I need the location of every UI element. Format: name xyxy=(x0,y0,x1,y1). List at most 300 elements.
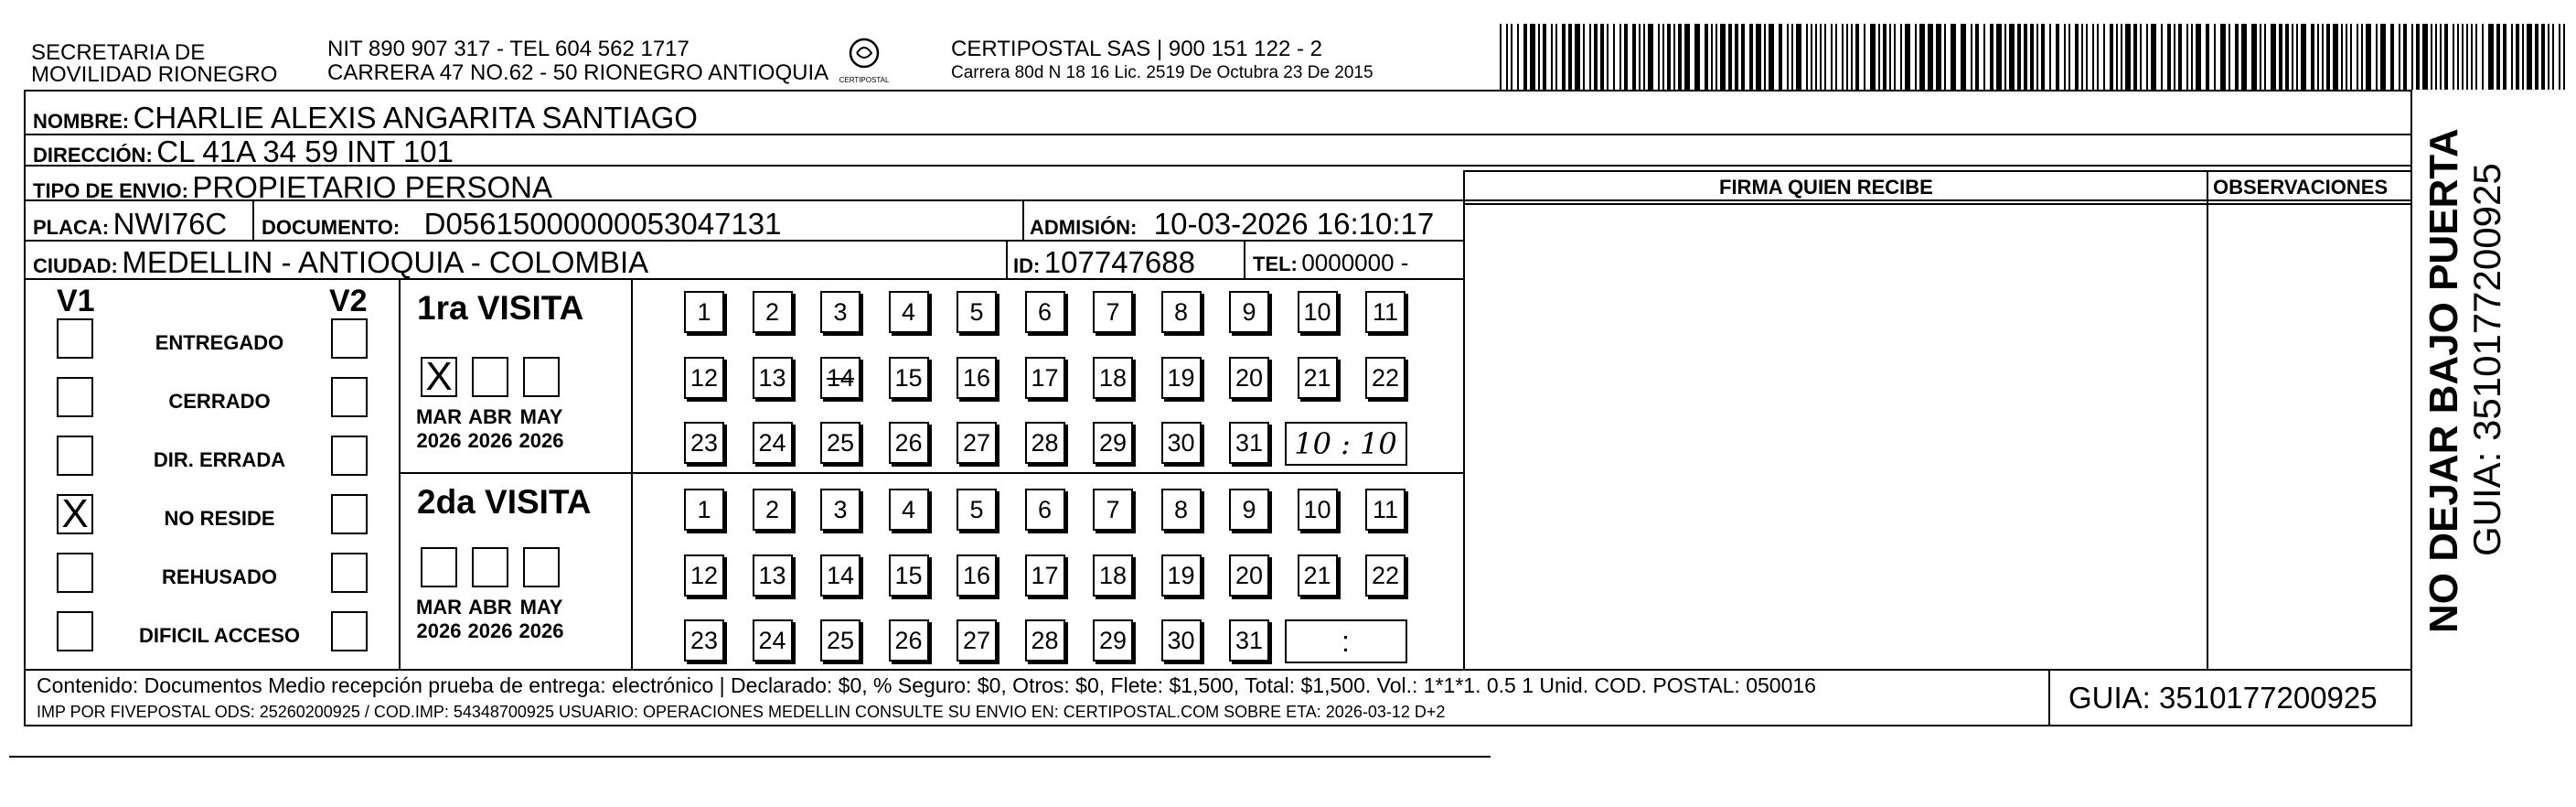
month-name: MAR xyxy=(415,596,463,619)
day-box[interactable]: 2 xyxy=(753,489,793,531)
day-box[interactable]: 17 xyxy=(1025,357,1065,399)
barcode-bar xyxy=(2151,24,2156,90)
barcode-bar xyxy=(1889,24,1891,90)
barcode-bar xyxy=(2092,24,2094,90)
v2-checkbox[interactable] xyxy=(331,436,368,476)
barcode-bar xyxy=(2024,24,2027,90)
firma-header: FIRMA QUIEN RECIBE xyxy=(1719,176,1933,199)
placa-value: NWI76C xyxy=(112,207,228,241)
barcode-bar xyxy=(2496,24,2500,90)
day-box[interactable]: 31 xyxy=(1229,619,1269,662)
barcode-bar xyxy=(2251,24,2257,90)
documento-value: D05615000000053047131 xyxy=(423,207,782,241)
day-box[interactable]: 20 xyxy=(1229,554,1269,597)
day-box[interactable]: 15 xyxy=(889,357,929,399)
day-box[interactable]: 12 xyxy=(684,554,724,597)
barcode-bar xyxy=(2116,24,2118,90)
barcode-bar xyxy=(1600,24,1604,90)
barcode-bar xyxy=(2235,24,2239,90)
barcode-bar xyxy=(1905,24,1910,90)
barcode-bar xyxy=(1643,24,1645,90)
barcode-bar xyxy=(2075,24,2079,90)
barcode-bar xyxy=(1500,24,1502,90)
month-name: MAY xyxy=(519,596,563,619)
barcode-bar xyxy=(2196,24,2201,90)
barcode-bar xyxy=(1530,24,1535,90)
bottom-rule xyxy=(9,756,1491,758)
barcode-bar xyxy=(2475,24,2477,90)
day-box[interactable]: 15 xyxy=(889,554,929,597)
barcode-bar xyxy=(2161,24,2163,90)
barcode-bar xyxy=(1878,24,1880,90)
barcode-bar xyxy=(1846,24,1848,90)
barcode-bar xyxy=(1613,24,1615,90)
courier-line: CERTIPOSTAL SAS | 900 151 122 - 2 xyxy=(951,37,1322,61)
barcode-bar xyxy=(2350,24,2352,90)
no-dejar-bajo-puerta: NO DEJAR BAJO PUERTA xyxy=(2421,128,2466,633)
day-box[interactable]: 31 xyxy=(1229,422,1269,464)
barcode-bar xyxy=(2503,24,2507,90)
barcode-bar xyxy=(2178,24,2182,90)
barcode-bar xyxy=(1791,24,1793,90)
ciudad-label: CIUDAD: xyxy=(33,254,118,277)
barcode-bar xyxy=(1694,24,1700,90)
day-box[interactable]: 25 xyxy=(820,422,860,464)
admision-label: ADMISIÓN: xyxy=(1030,216,1138,239)
day-box[interactable]: 21 xyxy=(1298,554,1338,597)
barcode-bar xyxy=(1568,24,1572,90)
barcode-bar xyxy=(2453,24,2454,90)
visit2-title: 2da VISITA xyxy=(417,483,592,521)
barcode-bar xyxy=(1915,24,1917,90)
barcode-bar xyxy=(1562,24,1566,90)
barcode-bar xyxy=(1996,24,2002,90)
barcode-bar xyxy=(1894,24,1896,90)
barcode-bar xyxy=(1511,24,1512,90)
barcode-bar xyxy=(1811,24,1812,90)
barcode-bar xyxy=(2326,24,2330,90)
barcode xyxy=(1500,24,2570,90)
barcode-bar xyxy=(2516,24,2519,90)
day-box[interactable]: 9 xyxy=(1229,291,1269,333)
day-box[interactable]: 7 xyxy=(1093,291,1133,333)
barcode-bar xyxy=(1764,24,1766,90)
barcode-bar xyxy=(1575,24,1580,90)
barcode-bar xyxy=(2522,24,2524,90)
barcode-bar xyxy=(2552,24,2554,90)
barcode-bar xyxy=(1523,24,1527,90)
barcode-bar xyxy=(2357,24,2358,90)
day-box[interactable]: 3 xyxy=(820,489,860,531)
barcode-bar xyxy=(2004,24,2006,90)
barcode-bar xyxy=(2285,24,2289,90)
barcode-bar xyxy=(1883,24,1887,90)
day-box[interactable]: 30 xyxy=(1161,619,1202,662)
license-line: Carrera 80d N 18 16 Lic. 2519 De Octubra 23 De 2015 xyxy=(951,63,1374,82)
time-box[interactable]: : xyxy=(1285,619,1407,663)
barcode-bar xyxy=(2376,24,2378,90)
barcode-bar xyxy=(1936,24,1941,90)
v1-checkbox[interactable] xyxy=(57,553,93,593)
barcode-bar xyxy=(1728,24,1732,90)
day-box[interactable]: 18 xyxy=(1093,554,1133,597)
barcode-bar xyxy=(1594,24,1598,90)
barcode-bar xyxy=(2422,24,2428,90)
month-checkbox[interactable] xyxy=(523,547,560,587)
status-option-label: NO RESIDE xyxy=(164,507,275,530)
address-line: CARRERA 47 NO.62 - 50 RIONEGRO ANTIOQUIA xyxy=(327,60,829,85)
v1-checkbox[interactable] xyxy=(57,318,93,359)
barcode-bar xyxy=(2296,24,2298,90)
month-checkbox[interactable] xyxy=(472,357,508,397)
barcode-bar xyxy=(1824,24,1826,90)
barcode-bar xyxy=(2488,24,2494,90)
barcode-bar xyxy=(2361,24,2363,90)
certipostal-logo xyxy=(837,35,892,88)
day-box[interactable]: 5 xyxy=(957,489,997,531)
tipo-envio-label: TIPO DE ENVIO: xyxy=(33,179,188,202)
barcode-bar xyxy=(2125,24,2131,90)
tel-row xyxy=(1253,251,1408,274)
barcode-bar xyxy=(1971,24,1972,90)
day-box[interactable]: 30 xyxy=(1161,422,1202,464)
barcode-bar xyxy=(1624,24,1628,90)
barcode-bar xyxy=(2279,24,2282,90)
barcode-bar xyxy=(1820,24,1822,90)
visit1-title: 1ra VISITA xyxy=(417,289,584,327)
month-year: 2026 xyxy=(518,619,564,642)
direccion-value: CL 41A 34 59 INT 101 xyxy=(156,134,454,168)
day-box[interactable]: 14 xyxy=(820,554,860,597)
day-box[interactable]: 14 xyxy=(820,357,860,399)
barcode-bar xyxy=(1667,24,1671,90)
direccion-row xyxy=(33,136,454,167)
day-box[interactable]: 11 xyxy=(1365,489,1406,531)
barcode-bar xyxy=(1517,24,1519,90)
day-box[interactable]: 22 xyxy=(1365,554,1406,597)
barcode-bar xyxy=(2174,24,2175,90)
barcode-bar xyxy=(2186,24,2188,90)
day-box[interactable]: 12 xyxy=(684,357,724,399)
barcode-bar xyxy=(1990,24,1993,90)
barcode-bar xyxy=(1678,24,1682,90)
day-box[interactable]: 23 xyxy=(684,619,724,662)
day-box[interactable]: 18 xyxy=(1093,357,1133,399)
day-box[interactable]: 8 xyxy=(1161,291,1202,333)
barcode-bar xyxy=(2462,24,2464,90)
barcode-bar xyxy=(1684,24,1690,90)
day-box[interactable]: 23 xyxy=(684,422,724,464)
barcode-bar xyxy=(2311,24,2314,90)
barcode-bar xyxy=(2390,24,2394,90)
barcode-bar xyxy=(1673,24,1675,90)
day-box[interactable]: 22 xyxy=(1365,357,1406,399)
barcode-bar xyxy=(1769,24,1774,90)
barcode-bar xyxy=(2017,24,2021,90)
status-option-label: DIR. ERRADA xyxy=(153,448,286,471)
barcode-bar xyxy=(2466,24,2468,90)
v1-checkbox[interactable] xyxy=(57,377,93,417)
day-box[interactable]: 11 xyxy=(1365,291,1406,333)
v2-checkbox[interactable] xyxy=(331,318,368,359)
org-name-line2: MOVILIDAD RIONEGRO xyxy=(31,62,278,87)
barcode-bar xyxy=(1951,24,1956,90)
barcode-bar xyxy=(2366,24,2371,90)
day-box[interactable]: 9 xyxy=(1229,489,1269,531)
day-box[interactable]: 17 xyxy=(1025,554,1065,597)
day-box[interactable]: 16 xyxy=(957,357,997,399)
status-option-label: DIFICIL ACCESO xyxy=(138,624,300,647)
barcode-bar xyxy=(2206,24,2209,90)
placa-label: PLACA: xyxy=(33,216,110,239)
nombre-row xyxy=(33,102,698,133)
day-box[interactable]: 7 xyxy=(1093,489,1133,531)
barcode-bar xyxy=(1720,24,1726,90)
month-checkbox[interactable]: X xyxy=(421,357,457,397)
barcode-bar xyxy=(2548,24,2549,90)
barcode-bar xyxy=(2167,24,2171,90)
month-name: ABR xyxy=(468,405,512,428)
barcode-bar xyxy=(1648,24,1653,90)
barcode-bar xyxy=(2133,24,2137,90)
footer-guia: GUIA: 3510177200925 xyxy=(2068,681,2378,715)
month-checkbox[interactable] xyxy=(472,547,508,587)
barcode-bar xyxy=(2064,24,2066,90)
barcode-bar xyxy=(1835,24,1837,90)
barcode-bar xyxy=(1779,24,1782,90)
ciudad-row xyxy=(33,247,648,277)
day-box[interactable]: 19 xyxy=(1161,554,1202,597)
status-option-label: CERRADO xyxy=(168,390,271,413)
barcode-bar xyxy=(2103,24,2105,90)
barcode-bar xyxy=(1749,24,1753,90)
barcode-bar xyxy=(2403,24,2407,90)
barcode-bar xyxy=(2191,24,2193,90)
day-box[interactable]: 26 xyxy=(889,619,929,662)
barcode-bar xyxy=(2241,24,2247,90)
barcode-bar xyxy=(2435,24,2437,90)
barcode-bar xyxy=(2068,24,2070,90)
barcode-bar xyxy=(2271,24,2276,90)
day-box[interactable]: 29 xyxy=(1093,422,1133,464)
barcode-bar xyxy=(2214,24,2216,90)
ciudad-value: MEDELLIN - ANTIOQUIA - COLOMBIA xyxy=(122,245,649,279)
barcode-bar xyxy=(2559,24,2560,90)
barcode-bar xyxy=(2457,24,2459,90)
id-value: 107747688 xyxy=(1043,245,1195,279)
time-box[interactable]: 10 : 10 xyxy=(1285,422,1407,466)
barcode-bar xyxy=(1735,24,1738,90)
month-checkbox[interactable] xyxy=(523,357,560,397)
day-box[interactable]: 10 xyxy=(1298,489,1338,531)
barcode-bar xyxy=(2229,24,2230,90)
day-box[interactable]: 28 xyxy=(1025,422,1065,464)
id-row xyxy=(1013,247,1195,277)
barcode-bar xyxy=(2220,24,2226,90)
barcode-bar xyxy=(2292,24,2293,90)
barcode-bar xyxy=(2333,24,2338,90)
barcode-bar xyxy=(2541,24,2545,90)
day-box[interactable]: 27 xyxy=(957,422,997,464)
day-box[interactable]: 4 xyxy=(889,291,929,333)
side-guia: GUIA: 3510177200925 xyxy=(2465,163,2508,556)
day-box[interactable]: 24 xyxy=(753,619,793,662)
month-year: 2026 xyxy=(416,429,462,452)
nombre-label: NOMBRE: xyxy=(33,110,130,133)
barcode-bar xyxy=(2527,24,2532,90)
v2-checkbox[interactable] xyxy=(331,494,368,534)
month-name: MAY xyxy=(519,405,563,428)
v1-checkbox[interactable]: X xyxy=(57,494,93,534)
v2-checkbox[interactable] xyxy=(331,377,368,417)
barcode-bar xyxy=(2056,24,2059,90)
footer-content-line: Contenido: Documentos Medio recepción prueba de entrega: electrónico | Declarado: $0, % Seguro: $0, Otros: $0, Flete: $1,500, Total: $1,500. Vol.: 1*1*1. 0.5 1 Unid. COD. POSTAL: 050016 xyxy=(37,673,1816,697)
documento-label: DOCUMENTO: xyxy=(262,216,401,239)
barcode-bar xyxy=(1756,24,1761,90)
barcode-bar xyxy=(2146,24,2148,90)
barcode-bar xyxy=(1928,24,1933,90)
tel-value: 0000000 - xyxy=(1301,249,1409,276)
documento-row xyxy=(262,209,782,239)
barcode-bar xyxy=(1639,24,1641,90)
tipo-envio-value: PROPIETARIO PERSONA xyxy=(192,170,553,204)
footer-print-line: IMP POR FIVEPOSTAL ODS: 25260200925 / COD.IMP: 54348700925 USUARIO: OPERACIONES MEDELLIN CONSULTE SU ENVIO EN: CERTIPOSTAL.COM SOBRE ETA: 2026-03-12 D+2 xyxy=(37,703,1446,721)
barcode-bar xyxy=(1842,24,1844,90)
day-box[interactable]: 26 xyxy=(889,422,929,464)
v1-checkbox[interactable] xyxy=(57,611,93,651)
tel-label: TEL: xyxy=(1253,253,1298,275)
org-name-line1: SECRETARIA DE xyxy=(31,40,206,65)
barcode-bar xyxy=(1716,24,1717,90)
barcode-bar xyxy=(2511,24,2513,90)
month-year: 2026 xyxy=(467,429,513,452)
barcode-bar xyxy=(1851,24,1853,90)
direccion-label: DIRECCIÓN: xyxy=(33,144,153,167)
barcode-bar xyxy=(1806,24,1808,90)
barcode-bar xyxy=(1711,24,1713,90)
barcode-bar xyxy=(2322,24,2324,90)
barcode-bar xyxy=(2301,24,2306,90)
month-year: 2026 xyxy=(518,429,564,452)
barcode-bar xyxy=(2036,24,2038,90)
barcode-bar xyxy=(1543,24,1546,90)
barcode-bar xyxy=(1619,24,1621,90)
nombre-value: CHARLIE ALEXIS ANGARITA SANTIAGO xyxy=(133,101,698,134)
barcode-bar xyxy=(2411,24,2413,90)
month-year: 2026 xyxy=(416,619,462,642)
barcode-bar xyxy=(1741,24,1745,90)
day-box[interactable]: 28 xyxy=(1025,619,1065,662)
barcode-bar xyxy=(1506,24,1508,90)
placa-row xyxy=(33,209,227,239)
barcode-bar xyxy=(2009,24,2015,90)
day-box[interactable]: 6 xyxy=(1025,489,1065,531)
barcode-bar xyxy=(1787,24,1789,90)
day-box[interactable]: 1 xyxy=(684,291,724,333)
barcode-bar xyxy=(2041,24,2045,90)
status-option-label: REHUSADO xyxy=(162,565,277,588)
nit-line: NIT 890 907 317 - TEL 604 562 1717 xyxy=(327,37,689,61)
barcode-bar xyxy=(1607,24,1609,90)
barcode-bar xyxy=(1900,24,1902,90)
day-box[interactable]: 5 xyxy=(957,291,997,333)
day-box[interactable]: 6 xyxy=(1025,291,1065,333)
day-box[interactable]: 8 xyxy=(1161,489,1202,531)
barcode-bar xyxy=(1705,24,1708,90)
day-box[interactable]: 25 xyxy=(820,619,860,662)
day-box[interactable]: 10 xyxy=(1298,291,1338,333)
month-name: ABR xyxy=(468,596,512,619)
barcode-bar xyxy=(2563,24,2565,90)
barcode-bar xyxy=(2380,24,2386,90)
barcode-bar xyxy=(2431,24,2432,90)
barcode-bar xyxy=(1583,24,1585,90)
barcode-bar xyxy=(2471,24,2473,90)
day-box[interactable]: 19 xyxy=(1161,357,1202,399)
tipo-envio-row xyxy=(33,172,552,202)
day-box[interactable]: 1 xyxy=(684,489,724,531)
v2-checkbox[interactable] xyxy=(331,611,368,651)
barcode-bar xyxy=(1864,24,1865,90)
v2-header: V2 xyxy=(329,284,368,318)
status-option-label: ENTREGADO xyxy=(155,331,284,354)
barcode-bar xyxy=(2110,24,2113,90)
day-box[interactable]: 21 xyxy=(1298,357,1338,399)
barcode-bar xyxy=(2081,24,2083,90)
day-box[interactable]: 29 xyxy=(1093,619,1133,662)
v1-header: V1 xyxy=(57,284,95,318)
day-box[interactable]: 2 xyxy=(753,291,793,333)
barcode-bar xyxy=(1658,24,1660,90)
day-box[interactable]: 13 xyxy=(753,554,793,597)
v1-checkbox[interactable] xyxy=(57,436,93,476)
day-box[interactable]: 3 xyxy=(820,291,860,333)
barcode-bar xyxy=(1632,24,1636,90)
barcode-bar xyxy=(1551,24,1553,90)
barcode-bar xyxy=(1831,24,1833,90)
barcode-bar xyxy=(2260,24,2261,90)
day-box[interactable]: 24 xyxy=(753,422,793,464)
month-name: MAR xyxy=(415,405,463,428)
month-checkbox[interactable] xyxy=(421,547,457,587)
barcode-bar xyxy=(1589,24,1591,90)
barcode-bar xyxy=(2140,24,2142,90)
barcode-bar xyxy=(2482,24,2484,90)
barcode-bar xyxy=(1870,24,1876,90)
barcode-bar xyxy=(1796,24,1801,90)
barcode-bar xyxy=(2341,24,2343,90)
id-label: ID: xyxy=(1013,254,1041,277)
day-box[interactable]: 20 xyxy=(1229,357,1269,399)
barcode-bar xyxy=(1662,24,1664,90)
day-box[interactable]: 13 xyxy=(753,357,793,399)
barcode-bar xyxy=(1538,24,1540,90)
barcode-bar xyxy=(2416,24,2420,90)
day-box[interactable]: 27 xyxy=(957,619,997,662)
barcode-bar xyxy=(1855,24,1859,90)
day-box[interactable]: 4 xyxy=(889,489,929,531)
v2-checkbox[interactable] xyxy=(331,553,368,593)
barcode-bar xyxy=(1944,24,1946,90)
barcode-bar xyxy=(2121,24,2122,90)
barcode-bar xyxy=(2049,24,2051,90)
barcode-bar xyxy=(2317,24,2319,90)
admision-value: 10-03-2026 16:10:17 xyxy=(1153,207,1435,241)
barcode-bar xyxy=(2346,24,2347,90)
observaciones-header: OBSERVACIONES xyxy=(2213,176,2389,199)
barcode-bar xyxy=(2086,24,2088,90)
day-box[interactable]: 16 xyxy=(957,554,997,597)
